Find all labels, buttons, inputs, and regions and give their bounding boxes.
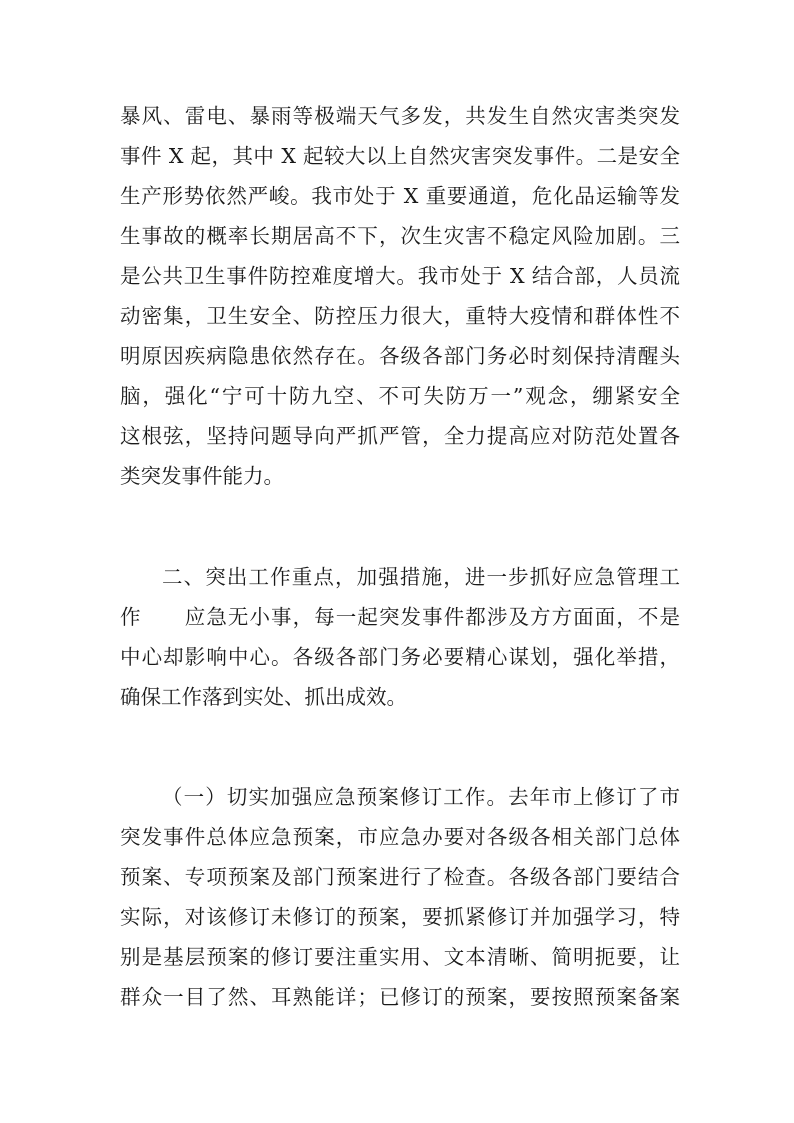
text-line: 生事故的概率长期居高不下，次生灾害不稳定风险加剧。三 (120, 224, 680, 248)
text-line: 动密集，卫生安全、防控压力很大，重特大疫情和群体性不 (120, 304, 680, 328)
subsection-heading-line: （一）切实加强应急预案修订工作。去年市上修订了市 (162, 785, 680, 809)
text-line: 群众一目了然、耳熟能详；已修订的预案，要按照预案备案 (120, 985, 680, 1009)
text-line: 作 应急无小事，每一起突发事件都涉及方方面面，不是 (120, 605, 680, 629)
text-line: 别是基层预案的修订要注重实用、文本清晰、简明扼要，让 (120, 945, 680, 969)
text-line: 确保工作落到实处、抓出成效。 (120, 685, 407, 709)
text-line: 突发事件总体应急预案，市应急办要对各级各相关部门总体 (120, 825, 680, 849)
text-line: 是公共卫生事件防控难度增大。我市处于 X 结合部，人员流 (120, 264, 680, 288)
text-line: 生产形势依然严峻。我市处于 X 重要通道，危化品运输等发 (120, 184, 680, 208)
section-heading-line: 二、突出工作重点，加强措施，进一步抓好应急管理工 (162, 565, 680, 589)
text-line: 脑，强化“宁可十防九空、不可失防万一”观念，绷紧安全 (120, 384, 680, 408)
text-line: 预案、专项预案及部门预案进行了检查。各级各部门要结合 (120, 865, 680, 889)
text-line: 这根弦，坚持问题导向严抓严管，全力提高应对防范处置各 (120, 424, 680, 448)
text-line: 明原因疾病隐患依然存在。各级各部门务必时刻保持清醒头 (120, 344, 680, 368)
text-line: 中心却影响中心。各级各部门务必要精心谋划，强化举措， (120, 645, 680, 669)
text-line: 类突发事件能力。 (120, 464, 284, 488)
text-line: 事件 X 起，其中 X 起较大以上自然灾害突发事件。二是安全 (120, 144, 680, 168)
text-line: 暴风、雷电、暴雨等极端天气多发，共发生自然灾害类突发 (120, 104, 680, 128)
text-line: 实际，对该修订未修订的预案，要抓紧修订并加强学习，特 (120, 905, 680, 929)
